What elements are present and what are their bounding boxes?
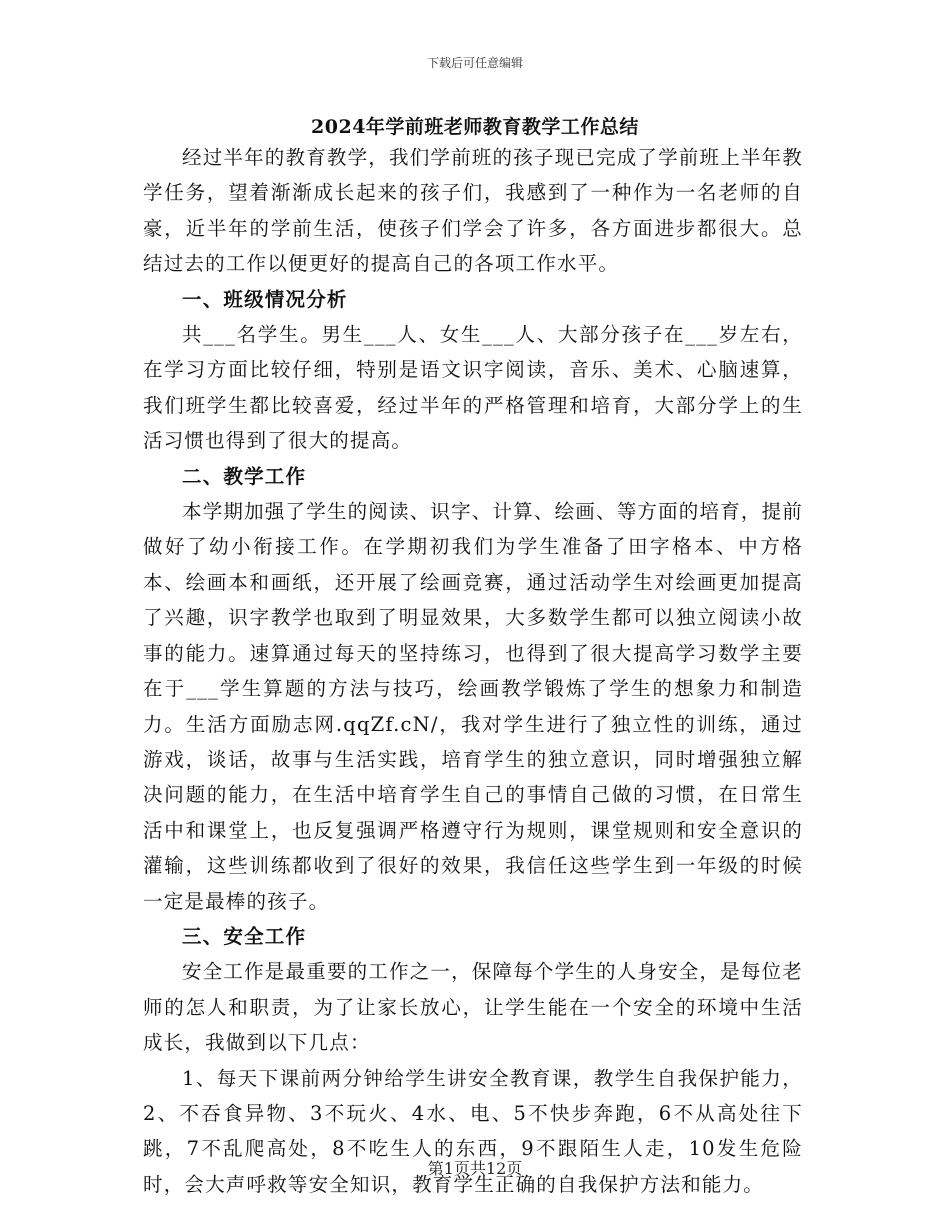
class-analysis-paragraph: 共___名学生。男生___人、女生___人、大部分孩子在___岁左右，在学习方面比较仔细，特别是语文识字阅读，音乐、美术、心脑速算，我们班学生都比较喜爱，经过半年的严格管理和培育，大部分学上的生活习惯也得到了很大的提高。 (143, 323, 803, 453)
teaching-paragraph: 本学期加强了学生的阅读、识字、计算、绘画、等方面的培育，提前做好了幼小衔接工作。在学期初我们为学生准备了田字格本、中方格本、绘画本和画纸，还开展了绘画竞赛，通过活动学生对绘画更加提高了兴趣，识字教学也取到了明显效果，大多数学生都可以独立阅读小故事的能力。速算通过每天的坚持练习，也得到了很大提高学习数学主要在于___学生算题的方法与技巧，绘画教学锻炼了学生的想象力和制造力。生活方面励志网.qqZf.cN/，我对学生进行了独立性的训练，通过游戏，谈话，故事与生活实践，培育学生的独立意识，同时增强独立解决问题的能力，在生活中培育学生自己的事情自己做的习惯，在日常生活中和课堂上，也反复强调严格遵守行为规则，课堂规则和安全意识的灌输，这些训练都收到了很好的效果，我信任这些学生到一年级的时候一定是最棒的孩子。 (143, 500, 804, 913)
header-note: 下载后可任意编辑 (426, 56, 523, 70)
section-heading-safety: 三、安全工作 (182, 924, 307, 948)
safety-paragraph: 安全工作是最重要的工作之一，保障每个学生的人身安全，是每位老师的怎人和职责，为了让家长放心，让学生能在一个安全的环境中生活成长，我做到以下几点： (143, 960, 804, 1055)
intro-paragraph: 经过半年的教育教学，我们学前班的孩子现已完成了学前班上半年教学任务，望着渐渐成长起来的孩子们，我感到了一种作为一名老师的自豪，近半年的学前生活，使孩子们学会了许多，各方面进步都很大。总结过去的工作以便更好的提高自己的各项工作水平。 (143, 146, 804, 276)
page-footer: 第1页共12页 (427, 1159, 523, 1178)
document-body (143, 140, 803, 1202)
document-title: 2024年学前班老师教育教学工作总结 (311, 116, 639, 138)
section-heading-teaching: 二、教学工作 (182, 464, 307, 488)
section-heading-class-analysis: 一、班级情况分析 (182, 287, 348, 311)
safety-list-paragraph: 1、每天下课前两分钟给学生讲安全教育课，教学生自我保护能力，2、不吞食异物、3不玩火、4水、电、5不快步奔跑，6不从高处往下跳，7不乱爬高处，8不吃生人的东西，9不跟陌生人走，10发生危险时，会大声呼救等安全知识，教育学生正确的自我保护方法和能力。 (143, 1066, 803, 1196)
